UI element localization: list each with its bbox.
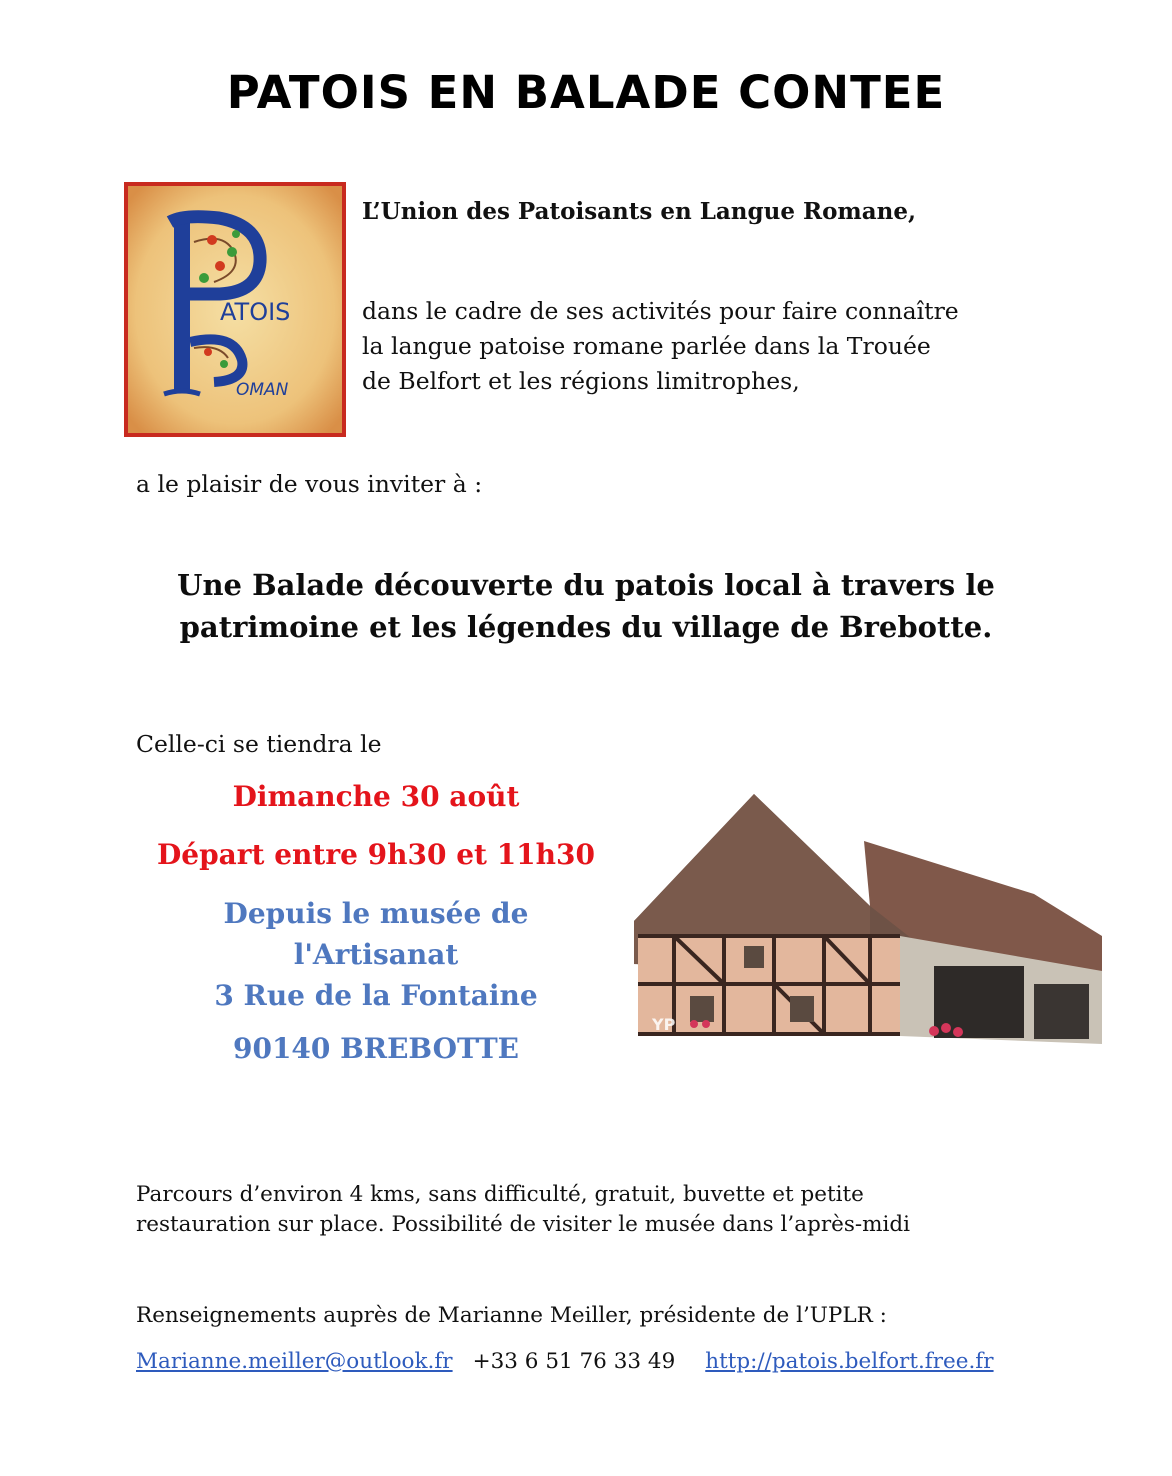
page-title: PATOIS EN BALADE CONTEE bbox=[226, 66, 946, 119]
event-description bbox=[0, 564, 1172, 648]
event-line: Une Balade découverte du patois local à travers le bbox=[177, 568, 995, 602]
logo-text-oman: OMAN bbox=[236, 380, 289, 400]
intro-paragraph bbox=[362, 294, 1062, 399]
info-line: restauration sur place. Possibilité de visiter le musée dans l’après-midi bbox=[136, 1212, 911, 1237]
contact-links bbox=[136, 1349, 994, 1374]
contact-intro: Renseignements auprès de Marianne Meiller, présidente de l’UPLR : bbox=[136, 1303, 887, 1328]
patois-roman-logo bbox=[124, 182, 346, 437]
intro-line: dans le cadre de ses activités pour faire connaître bbox=[362, 297, 959, 325]
organization-name: L’Union des Patoisants en Langue Romane, bbox=[362, 198, 917, 225]
logo-text-atois: ATOIS bbox=[220, 298, 291, 326]
photo-watermark: YP bbox=[652, 1015, 676, 1034]
phone-number: +33 6 51 76 33 49 bbox=[472, 1349, 676, 1374]
timber-frame-house-photo bbox=[634, 786, 1102, 1044]
place-line: Depuis le musée de bbox=[223, 897, 529, 930]
intro-line: de Belfort et les régions limitrophes, bbox=[362, 367, 800, 395]
departure-time: Départ entre 9h30 et 11h30 bbox=[156, 838, 595, 871]
event-date: Dimanche 30 août bbox=[232, 780, 520, 813]
email-link[interactable]: Marianne.meiller@outlook.fr bbox=[136, 1349, 453, 1374]
place-line: 3 Rue de la Fontaine bbox=[214, 979, 538, 1012]
invitation-text: a le plaisir de vous inviter à : bbox=[136, 470, 483, 498]
website-link[interactable]: http://patois.belfort.free.fr bbox=[705, 1349, 994, 1374]
event-line: patrimoine et les légendes du village de Brebotte. bbox=[179, 610, 993, 644]
postal-town: 90140 BREBOTTE bbox=[232, 1032, 520, 1065]
info-line: Parcours d’environ 4 kms, sans difficulté, gratuit, buvette et petite bbox=[136, 1182, 864, 1207]
when-intro: Celle-ci se tiendra le bbox=[136, 730, 382, 758]
event-place bbox=[136, 893, 616, 1016]
intro-line: la langue patoise romane parlée dans la Trouée bbox=[362, 332, 931, 360]
practical-info bbox=[136, 1180, 1116, 1240]
place-line: l'Artisanat bbox=[293, 938, 459, 971]
